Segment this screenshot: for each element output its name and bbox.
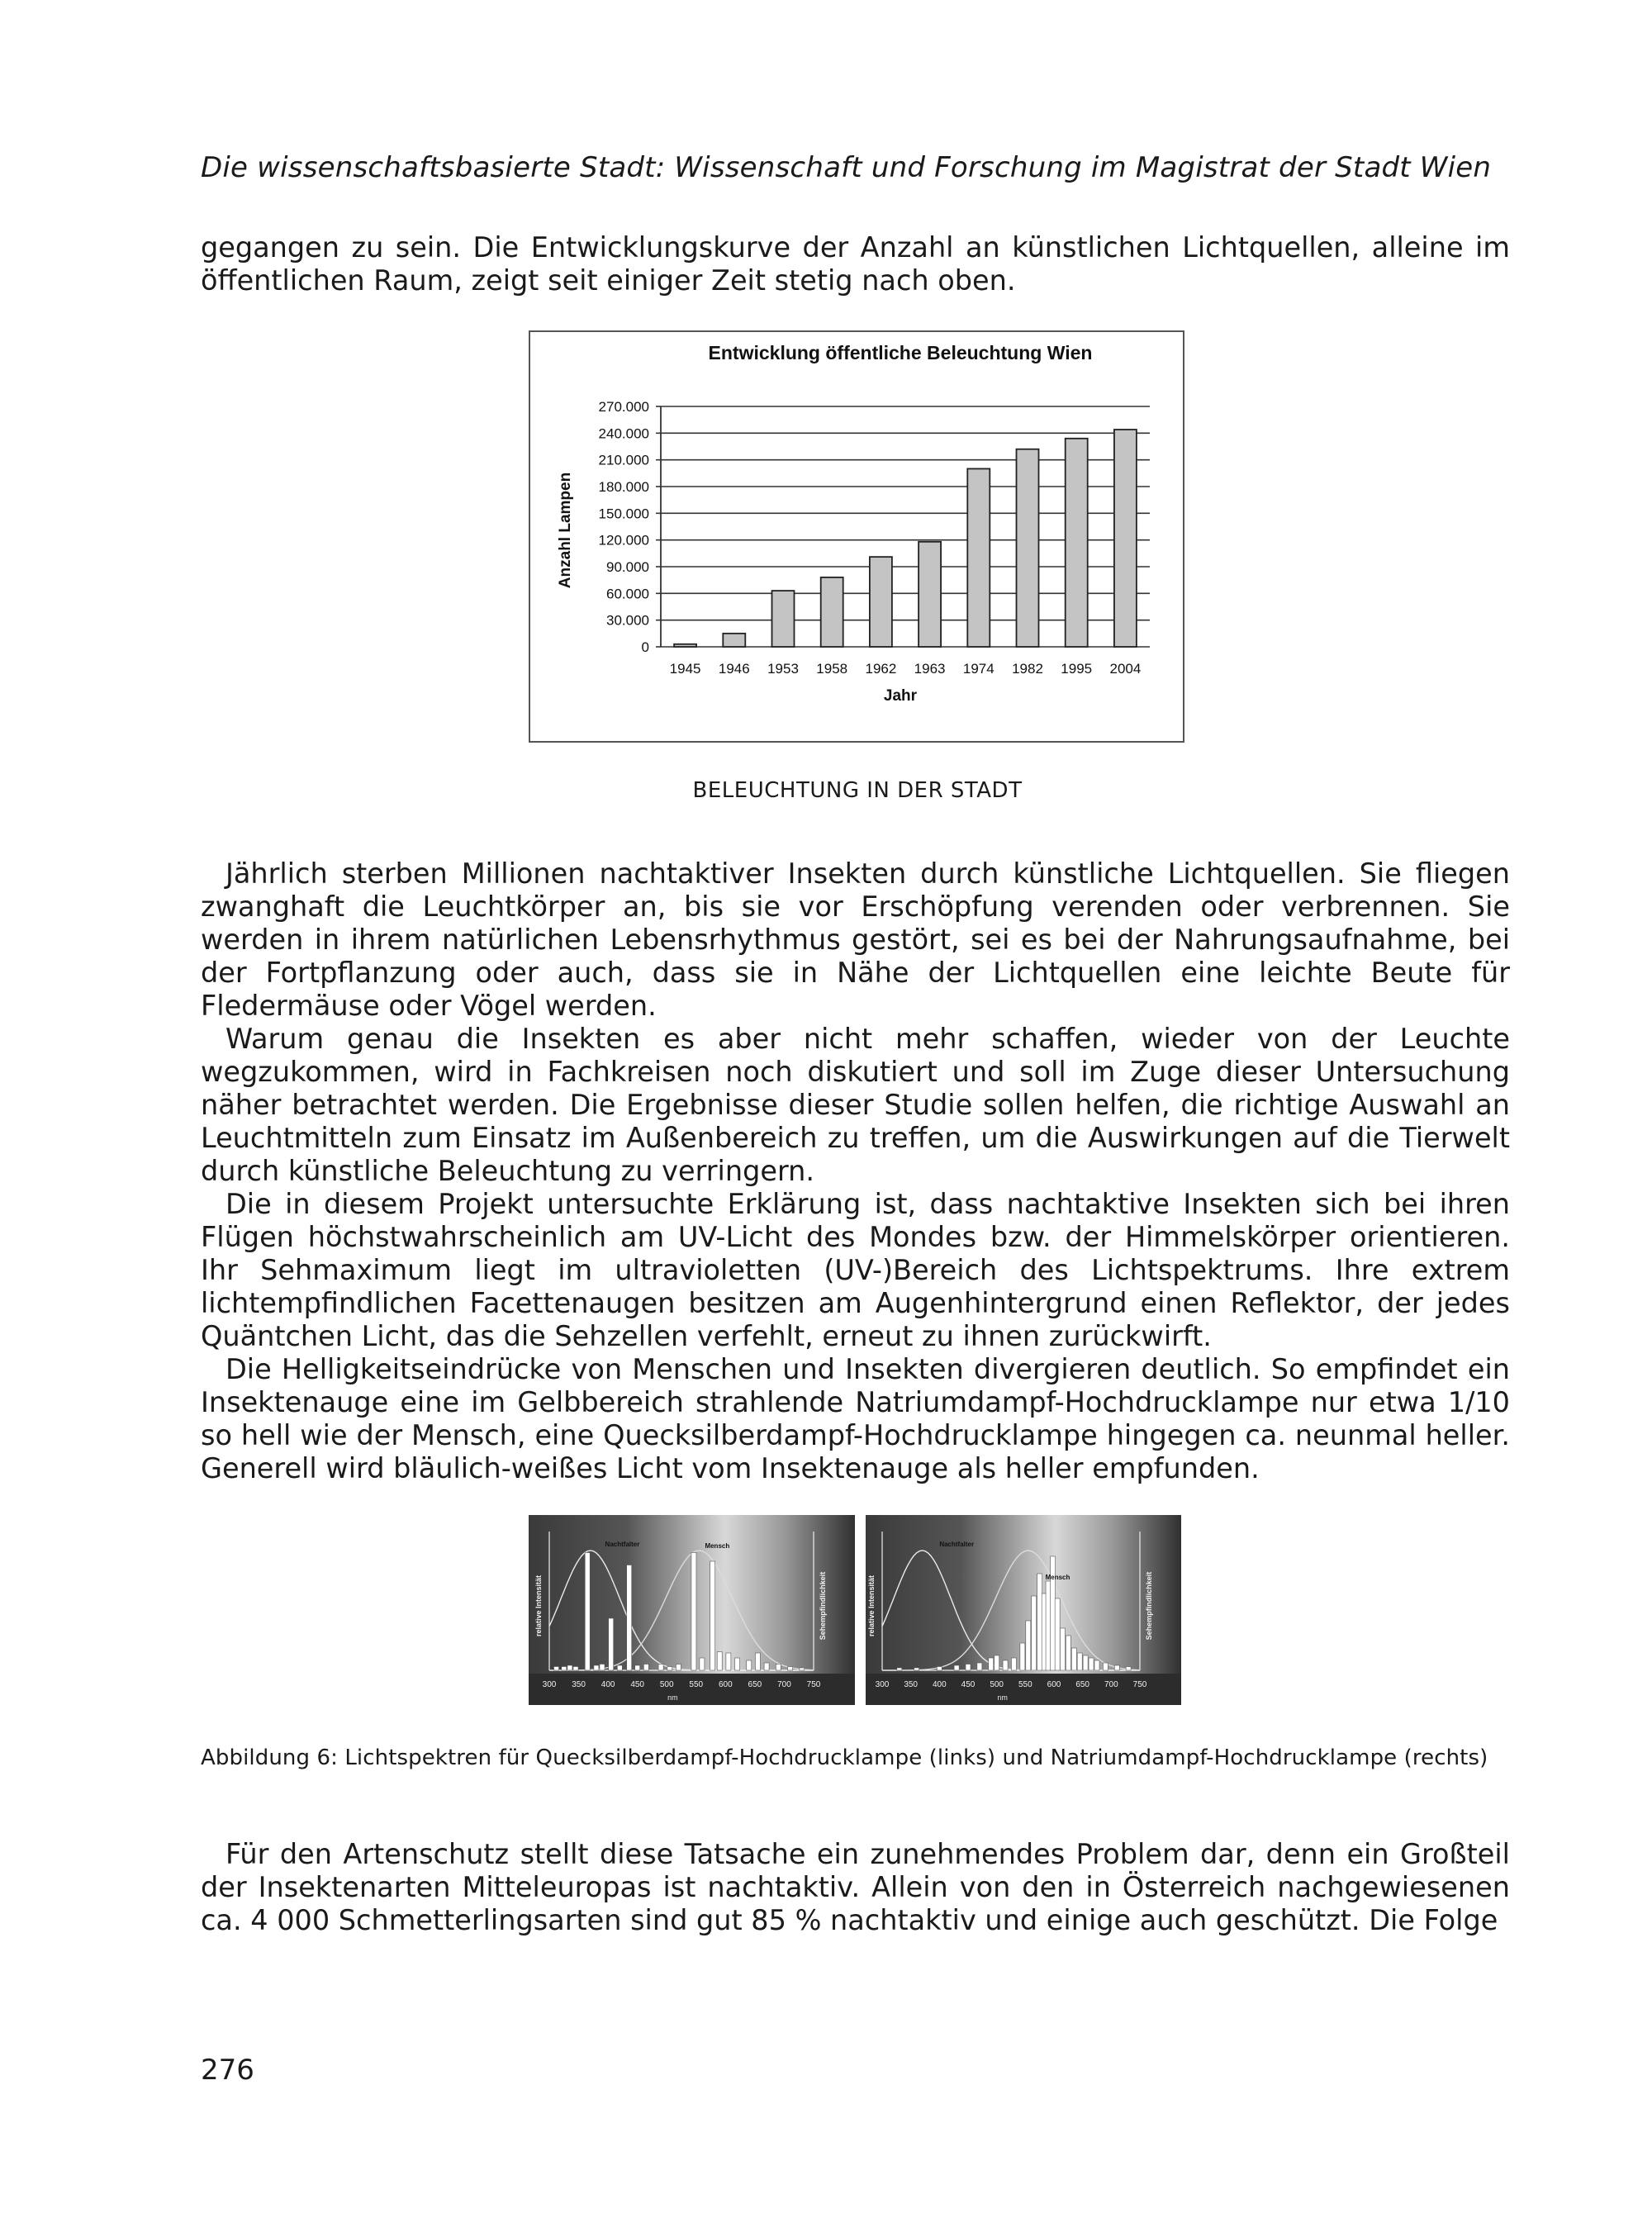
- bar-1982: [1017, 449, 1039, 647]
- spectral-line: [1026, 1621, 1031, 1670]
- spectral-line: [643, 1665, 648, 1671]
- bar-1946: [723, 634, 745, 647]
- y-tick-label: 60.000: [606, 586, 649, 602]
- spectrum-y-label-left: relative Intensität: [867, 1574, 876, 1637]
- bar-1962: [870, 557, 892, 647]
- spectrum-x-tick: 700: [1104, 1680, 1118, 1689]
- spectral-line: [573, 1667, 578, 1671]
- chart-title: Entwicklung öffentliche Beleuchtung Wien: [708, 342, 1093, 363]
- spectral-line: [1020, 1643, 1025, 1670]
- spectral-line: [658, 1665, 663, 1671]
- bar-1945: [674, 644, 696, 647]
- spectral-line: [1103, 1663, 1108, 1670]
- y-tick-label: 180.000: [598, 479, 649, 495]
- bar-1958: [821, 577, 843, 647]
- y-tick-label: 210.000: [598, 452, 649, 468]
- spectral-line: [800, 1668, 805, 1670]
- bar-1974: [967, 468, 990, 647]
- spectra-figure: [529, 1515, 1181, 1705]
- body-paragraph-3: Die in diesem Projekt untersuchte Erklärung ist, dass nachtaktive Insekten sich bei ihren Flügen höchstwahrscheinlich am UV-Licht des Mondes bzw. der Himmelskörper orientieren. Ihr Sehmaximum liegt im ultravioletten (UV-)Bereich des Lichtspektrums. Ihre extrem lichtempfindlichen Facettenaugen besitzen am Augenhintergrund einen Reflektor, der jedes Quäntchen Licht, das die Sehzellen verfehlt, erneut zu ihnen zurückwirft.: [201, 1188, 1510, 1352]
- spectrum-unit: nm: [997, 1693, 1008, 1702]
- spectrum-x-tick: 500: [990, 1680, 1004, 1689]
- bar-1995: [1066, 439, 1088, 647]
- spectrum-x-tick: 550: [1018, 1680, 1032, 1689]
- y-tick-label: 240.000: [598, 425, 649, 442]
- spectral-line: [1003, 1660, 1008, 1670]
- spectrum-mercury-lamp: [529, 1515, 855, 1705]
- spectral-line: [735, 1658, 740, 1670]
- spectrum-y-label-right: Sehempfindlichkeit: [1145, 1571, 1153, 1641]
- body-text: [201, 857, 1510, 1485]
- spectral-line: [600, 1665, 605, 1671]
- spectral-line: [1032, 1596, 1037, 1670]
- spectral-line: [977, 1663, 982, 1670]
- bar-chart: [529, 330, 1184, 743]
- spectrum-x-tick: 750: [1132, 1680, 1147, 1689]
- spectrum-x-tick: 300: [875, 1680, 890, 1689]
- x-tick-label: 1995: [1061, 661, 1093, 677]
- bar-1963: [919, 542, 941, 647]
- spectral-line: [676, 1665, 681, 1671]
- intro-paragraph: [201, 231, 1510, 297]
- y-axis-label: Anzahl Lampen: [557, 472, 574, 589]
- bar-chart-svg: [530, 332, 1183, 741]
- body-paragraph-2: Warum genau die Insekten es aber nicht mehr schaffen, wieder von der Leuchte wegzukommen, wird in Fachkreisen noch diskutiert und soll im Zuge dieser Untersuchung näher betrachtet werden. Die Ergebnisse dieser Studie sollen helfen, die richtige Auswahl an Leuchtmitteln zum Einsatz im Außenbereich zu treffen, um die Auswirkungen auf die Tierwelt durch künstliche Beleuchtung zu verringern.: [201, 1023, 1510, 1187]
- spectral-line: [788, 1667, 793, 1671]
- final-text: Für den Artenschutz stellt diese Tatsache ein zunehmendes Problem dar, denn ein Großteil der Insektenarten Mitteleuropas ist nachtaktiv. Allein von den in Österreich nachgewiesenen ca. 4 000 Schmetterlingsarten sind gut 85 % nachtaktiv und einige auch geschützt. Die Folge: [201, 1838, 1510, 1936]
- spectral-line: [667, 1667, 672, 1671]
- spectral-line: [1037, 1574, 1042, 1670]
- spectrum-x-tick: 350: [904, 1680, 919, 1689]
- spectrum-x-tick: 600: [718, 1680, 733, 1689]
- spectrum-x-tick: 600: [1047, 1680, 1061, 1689]
- spectral-line: [1071, 1648, 1076, 1670]
- spectrum-x-tick: 350: [572, 1680, 586, 1689]
- figure-caption: Abbildung 6: Lichtspektren für Quecksilberdampf-Hochdrucklampe (links) und Natriumdampf-Hochdrucklampe (rechts): [201, 1745, 1488, 1770]
- spectral-line: [594, 1665, 599, 1670]
- spectral-line: [635, 1665, 640, 1670]
- spectrum-x-tick: 750: [806, 1680, 821, 1689]
- x-tick-label: 2004: [1109, 661, 1142, 677]
- spectral-line: [554, 1667, 559, 1671]
- x-tick-label: 1945: [669, 661, 701, 677]
- final-paragraph: [201, 1838, 1510, 1937]
- spectral-line: [1083, 1655, 1088, 1670]
- spectrum-x-tick: 400: [932, 1680, 947, 1689]
- x-tick-label: 1974: [962, 661, 995, 677]
- spectral-line: [1094, 1660, 1099, 1670]
- nachtfalter-label: Nachtfalter: [939, 1541, 975, 1548]
- spectral-line: [1055, 1598, 1060, 1670]
- y-tick-label: 150.000: [598, 506, 649, 522]
- spectrum-x-tick: 550: [689, 1680, 704, 1689]
- spectrum-x-tick: 450: [961, 1680, 976, 1689]
- spectral-line: [776, 1665, 781, 1671]
- mensch-label: Mensch: [1045, 1574, 1070, 1581]
- spectral-line: [717, 1652, 722, 1671]
- spectrum-y-label-right: Sehempfindlichkeit: [819, 1571, 827, 1641]
- y-tick-label: 270.000: [598, 399, 649, 415]
- x-tick-label: 1953: [767, 661, 799, 677]
- x-tick-label: 1963: [914, 661, 946, 677]
- y-tick-label: 90.000: [606, 559, 649, 575]
- spectral-line: [937, 1667, 942, 1671]
- spectral-line: [609, 1618, 614, 1670]
- mensch-label: Mensch: [705, 1542, 730, 1550]
- running-header: Die wissenschaftsbasierte Stadt: Wissenschaft und Forschung im Magistrat der Stadt Wien: [201, 151, 1492, 184]
- y-tick-label: 120.000: [598, 532, 649, 549]
- spectral-line: [710, 1561, 715, 1670]
- spectral-line: [1011, 1658, 1016, 1670]
- x-tick-label: 1962: [865, 661, 897, 677]
- x-tick-label: 1946: [718, 661, 750, 677]
- spectral-line: [755, 1653, 760, 1670]
- x-axis-label: Jahr: [883, 687, 918, 705]
- spectral-line: [691, 1553, 696, 1671]
- spectral-line: [1046, 1581, 1051, 1670]
- body-paragraph-4: Die Helligkeitseindrücke von Menschen und Insekten divergieren deutlich. So empfindet ein Insektenauge eine im Gelbbereich strahlende Natriumdampf-Hochdrucklampe nur etwa 1/10 so hell wie der Mensch, eine Quecksilberdampf-Hochdrucklampe hingegen ca. neunmal heller. Generell wird bläulich-weißes Licht vom Insektenauge als heller empfunden.: [201, 1353, 1510, 1484]
- spectrum-x-tick: 700: [777, 1680, 791, 1689]
- spectral-line: [617, 1665, 622, 1670]
- spectral-line: [764, 1663, 769, 1670]
- y-tick-label: 0: [641, 639, 649, 655]
- nachtfalter-label: Nachtfalter: [605, 1541, 640, 1548]
- spectral-line: [700, 1658, 705, 1670]
- spectral-line: [1114, 1665, 1119, 1670]
- spectral-line: [1066, 1636, 1070, 1670]
- spectral-line: [954, 1665, 959, 1670]
- spectrum-unit: nm: [667, 1693, 678, 1702]
- spectral-line: [726, 1653, 731, 1670]
- spectral-line: [585, 1553, 590, 1671]
- spectrum-x-tick: 650: [748, 1680, 762, 1689]
- spectrum-x-tick: 300: [542, 1680, 557, 1689]
- spectral-line: [567, 1665, 572, 1670]
- spectral-line: [1077, 1653, 1082, 1670]
- spectrum-x-tick: 650: [1075, 1680, 1090, 1689]
- intro-text: gegangen zu sein. Die Entwicklungskurve der Anzahl an künstlichen Lichtquellen, alleine im öffentlichen Raum, zeigt seit einiger Zeit stetig nach oben.: [201, 231, 1510, 297]
- spectrum-x-tick: 500: [659, 1680, 674, 1689]
- spectral-line: [1060, 1628, 1065, 1670]
- spectral-line: [1089, 1658, 1094, 1670]
- page-number: 276: [201, 2054, 254, 2087]
- spectral-line: [562, 1667, 567, 1671]
- spectral-line: [989, 1658, 994, 1670]
- spectrum-x-tick: 450: [630, 1680, 645, 1689]
- body-paragraph-1: Jährlich sterben Millionen nachtaktiver Insekten durch künstliche Lichtquellen. Sie fliegen zwanghaft die Leuchtkörper an, bis sie vor Erschöpfung verenden oder verbrennen. Sie werden in ihrem natürlichen Lebensrhythmus gestört, sei es bei der Nahrungsaufnahme, bei der Fortpflanzung oder auch, dass sie in Nähe der Lichtquellen eine leichte Beute für Fledermäuse oder Vögel werden.: [201, 857, 1510, 1022]
- y-tick-label: 30.000: [606, 612, 649, 629]
- x-tick-label: 1958: [816, 661, 848, 677]
- spectral-line: [966, 1665, 971, 1671]
- spectral-line: [897, 1668, 902, 1670]
- spectrum-sodium-lamp: [866, 1515, 1181, 1705]
- spectrum-x-tick: 400: [601, 1680, 615, 1689]
- bar-2004: [1114, 430, 1137, 647]
- x-tick-label: 1982: [1012, 661, 1043, 677]
- spectrum-y-label-left: relative Intensität: [534, 1574, 543, 1637]
- chart-caption: BELEUCHTUNG IN DER STADT: [692, 778, 1023, 803]
- spectral-line: [747, 1660, 752, 1670]
- spectral-line: [1126, 1667, 1131, 1671]
- spectral-line: [995, 1655, 999, 1670]
- spectral-line: [914, 1668, 919, 1670]
- spectral-line: [627, 1565, 632, 1671]
- bar-1953: [772, 591, 795, 647]
